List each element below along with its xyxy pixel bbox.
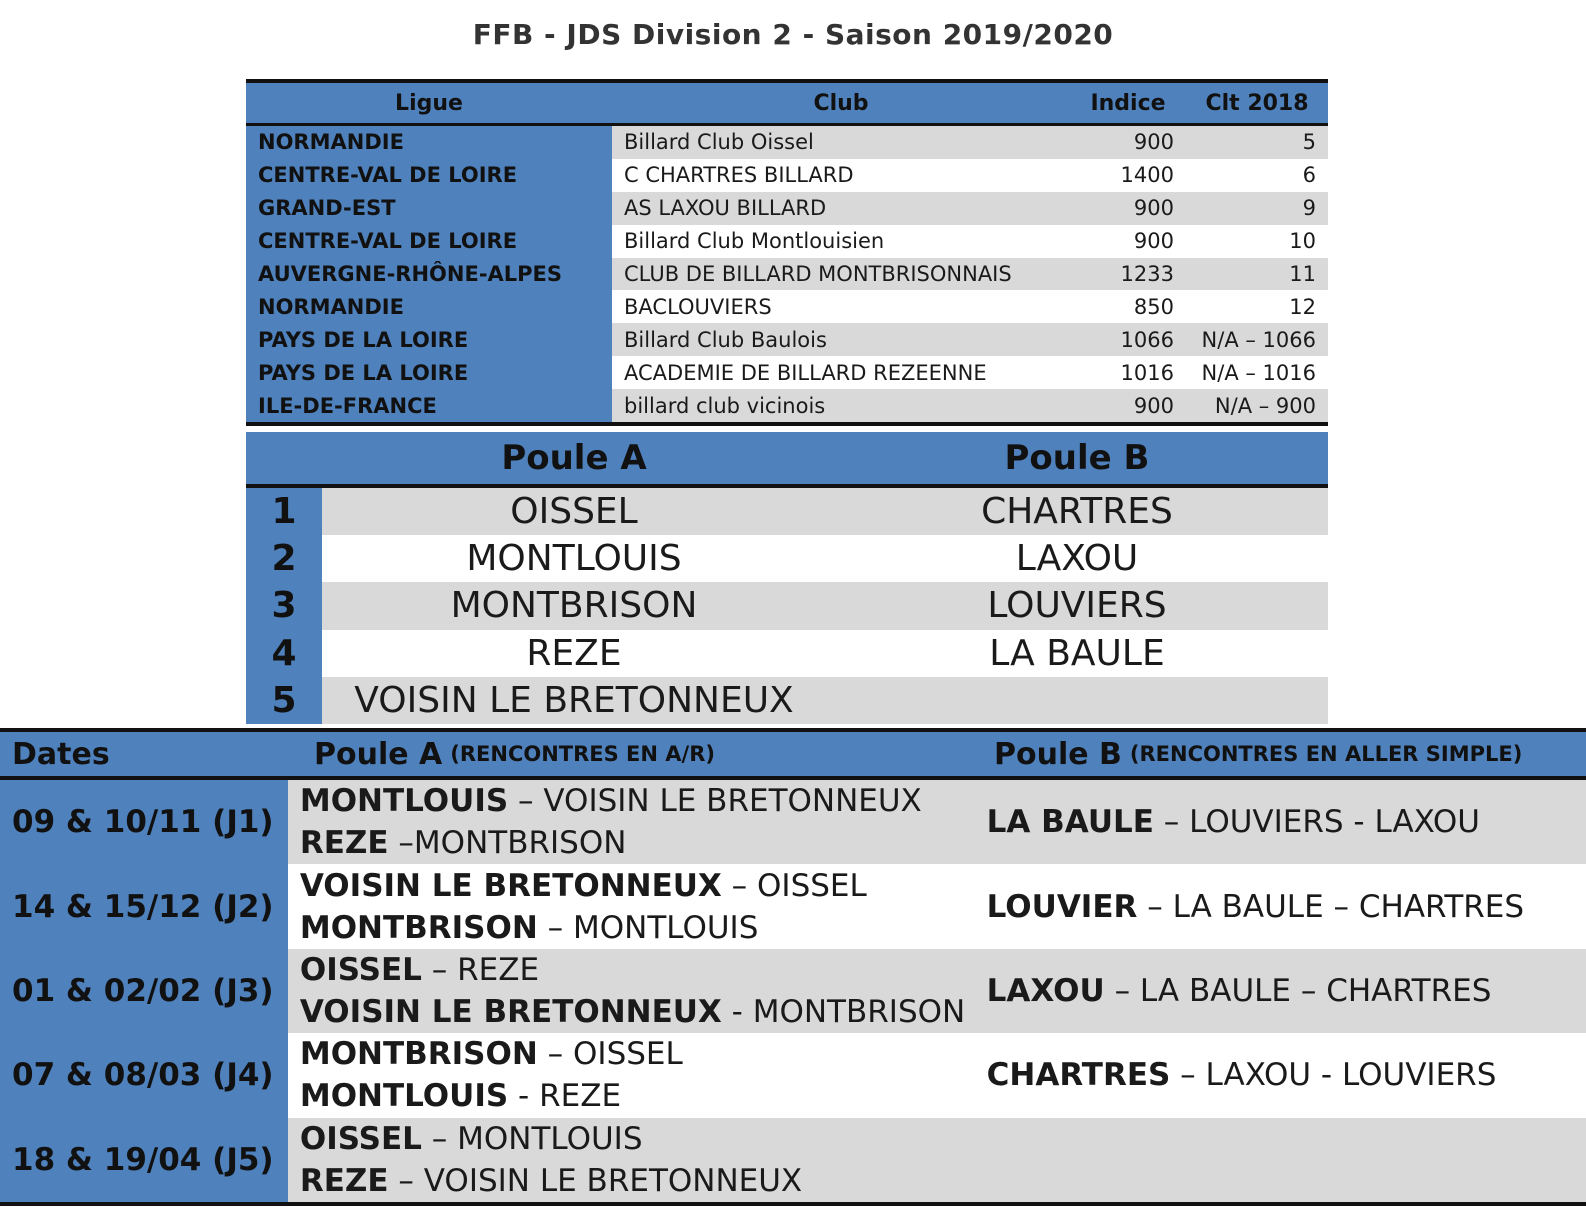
opponents: – LOUVIERS - LAXOU — [1153, 804, 1480, 841]
table-row — [246, 630, 1328, 677]
rank-cell: 4 — [246, 630, 322, 677]
table-row — [246, 192, 1328, 225]
date-cell: 14 & 15/12 (J2) — [0, 864, 288, 948]
ligue-cell: PAYS DE LA LOIRE — [246, 323, 612, 356]
indice-cell: 850 — [1070, 290, 1186, 323]
poule-b-matches — [975, 1033, 1586, 1117]
header-poule-a-note: (RENCONTRES EN A/R) — [450, 742, 715, 766]
indice-cell: 1400 — [1070, 159, 1186, 192]
schedule-header-row — [0, 732, 1586, 780]
table-row — [0, 864, 1586, 948]
poule-b-cell: LAXOU — [826, 535, 1328, 582]
poule-b-matches — [975, 864, 1586, 948]
table-row — [246, 356, 1328, 389]
home-team: MONTBRISON — [299, 1036, 538, 1073]
poule-a-matches — [288, 949, 975, 1033]
table-row — [246, 389, 1328, 422]
indice-cell: 1016 — [1070, 356, 1186, 389]
indice-cell: 900 — [1070, 225, 1186, 258]
club-cell: AS LAXOU BILLARD — [612, 192, 1070, 225]
poule-a-matches — [288, 1033, 975, 1117]
date-cell: 01 & 02/02 (J3) — [0, 949, 288, 1033]
opponents: - REZE — [508, 1078, 622, 1115]
table-row — [246, 225, 1328, 258]
opponents: – REZE — [421, 951, 540, 988]
rank-cell: 5 — [246, 677, 322, 724]
table-row — [0, 949, 1586, 1033]
poule-b-matches — [975, 780, 1586, 864]
club-cell: C CHARTRES BILLARD — [612, 159, 1070, 192]
match-line — [300, 1160, 975, 1202]
header-poule-b-note: (RENCONTRES EN ALLER SIMPLE) — [1129, 742, 1523, 766]
poule-a-matches — [288, 780, 975, 864]
match-line — [300, 907, 975, 949]
table-row — [246, 126, 1328, 159]
opponents: – VOISIN LE BRETONNEUX — [388, 1162, 803, 1199]
date-cell: 07 & 08/03 (J4) — [0, 1033, 288, 1117]
opponents: – LA BAULE – CHARTRES — [1137, 888, 1525, 925]
clt-cell: 5 — [1186, 126, 1328, 159]
table-row — [246, 677, 1328, 724]
poule-a-matches — [288, 1118, 975, 1202]
ligue-cell: CENTRE-VAL DE LOIRE — [246, 159, 612, 192]
opponents: - MONTBRISON — [721, 993, 966, 1030]
header-spacer — [246, 432, 322, 484]
poule-b-matches — [975, 949, 1586, 1033]
opponents: – LAXOU - LOUVIERS — [1170, 1057, 1497, 1094]
home-team: MONTLOUIS — [299, 1078, 509, 1115]
clt-cell: 12 — [1186, 290, 1328, 323]
home-team: CHARTRES — [986, 1057, 1171, 1094]
club-cell: CLUB DE BILLARD MONTBRISONNAIS — [612, 258, 1070, 291]
header-poule-b-label: Poule B — [994, 736, 1122, 772]
clubs-header-row — [246, 83, 1328, 126]
clt-cell: 10 — [1186, 225, 1328, 258]
club-cell: BACLOUVIERS — [612, 290, 1070, 323]
rank-cell: 2 — [246, 535, 322, 582]
header-ligue: Ligue — [395, 90, 463, 116]
indice-cell: 900 — [1070, 126, 1186, 159]
ligue-cell: NORMANDIE — [246, 290, 612, 323]
club-cell: billard club vicinois — [612, 389, 1070, 422]
indice-cell: 1233 — [1070, 258, 1186, 291]
home-team: REZE — [299, 825, 389, 862]
poule-b-matches — [975, 1118, 1586, 1202]
table-row — [246, 323, 1328, 356]
schedule-table — [0, 728, 1586, 1206]
date-cell: 09 & 10/11 (J1) — [0, 780, 288, 864]
poule-a-cell: MONTBRISON — [322, 582, 826, 629]
home-team: LOUVIER — [986, 888, 1138, 925]
indice-cell: 900 — [1070, 192, 1186, 225]
club-cell: Billard Club Baulois — [612, 323, 1070, 356]
match-line — [300, 822, 975, 864]
clt-cell: 11 — [1186, 258, 1328, 291]
home-team: VOISIN LE BRETONNEUX — [299, 993, 722, 1030]
opponents: – MONTLOUIS — [421, 1120, 643, 1157]
table-row — [0, 1118, 1586, 1202]
header-club: Club — [813, 90, 869, 116]
table-row — [246, 159, 1328, 192]
ligue-cell: CENTRE-VAL DE LOIRE — [246, 225, 612, 258]
page-title: FFB - JDS Division 2 - Saison 2019/2020 — [472, 18, 1114, 51]
home-team: REZE — [299, 1162, 389, 1199]
table-row — [246, 535, 1328, 582]
home-team: OISSEL — [299, 951, 422, 988]
ligue-cell: ILE-DE-FRANCE — [246, 389, 612, 422]
poule-b-cell: CHARTRES — [826, 488, 1328, 535]
home-team: MONTLOUIS — [299, 783, 509, 820]
poule-b-cell: LA BAULE — [826, 630, 1328, 677]
table-row — [0, 780, 1586, 864]
table-row — [0, 1033, 1586, 1117]
poule-a-cell: VOISIN LE BRETONNEUX — [322, 677, 826, 724]
header-dates: Dates — [12, 736, 110, 772]
home-team: VOISIN LE BRETONNEUX — [299, 867, 722, 904]
poules-header-row — [246, 432, 1328, 488]
poule-a-matches — [288, 864, 975, 948]
clt-cell: 6 — [1186, 159, 1328, 192]
header-poule-b: Poule B — [1004, 438, 1150, 478]
table-row — [246, 258, 1328, 291]
home-team: OISSEL — [299, 1120, 422, 1157]
opponents: – LA BAULE – CHARTRES — [1104, 972, 1492, 1009]
match-line — [300, 991, 975, 1033]
date-cell: 18 & 19/04 (J5) — [0, 1118, 288, 1202]
ligue-cell: NORMANDIE — [246, 126, 612, 159]
opponents: – MONTLOUIS — [537, 909, 759, 946]
clt-cell: 9 — [1186, 192, 1328, 225]
match-line — [300, 949, 975, 991]
match-line — [300, 1075, 975, 1117]
table-row — [246, 582, 1328, 629]
header-indice: Indice — [1090, 90, 1166, 116]
club-cell: Billard Club Oissel — [612, 126, 1070, 159]
rank-cell: 1 — [246, 488, 322, 535]
home-team: LAXOU — [986, 972, 1105, 1009]
match-line — [300, 780, 975, 822]
match-line — [300, 865, 975, 907]
opponents: –MONTBRISON — [388, 825, 627, 862]
club-cell: ACADEMIE DE BILLARD REZEENNE — [612, 356, 1070, 389]
match-line — [300, 1118, 975, 1160]
poule-a-cell: REZE — [322, 630, 826, 677]
header-poule-a — [302, 732, 982, 776]
poule-a-cell: MONTLOUIS — [322, 535, 826, 582]
clt-cell: N/A – 900 — [1186, 389, 1328, 422]
home-team: LA BAULE — [986, 804, 1154, 841]
clt-cell: N/A – 1066 — [1186, 323, 1328, 356]
ligue-cell: GRAND-EST — [246, 192, 612, 225]
indice-cell: 1066 — [1070, 323, 1186, 356]
header-poule-b — [982, 732, 1586, 776]
poules-table — [246, 432, 1328, 724]
table-row — [246, 488, 1328, 535]
opponents: – OISSEL — [721, 867, 867, 904]
opponents: – VOISIN LE BRETONNEUX — [508, 783, 922, 820]
rank-cell: 3 — [246, 582, 322, 629]
ligue-cell: PAYS DE LA LOIRE — [246, 356, 612, 389]
header-poule-a-label: Poule A — [314, 736, 443, 772]
poule-b-cell: LOUVIERS — [826, 582, 1328, 629]
header-poule-a: Poule A — [501, 438, 647, 478]
poule-a-cell: OISSEL — [322, 488, 826, 535]
table-row — [246, 290, 1328, 323]
match-line — [300, 1033, 975, 1075]
ligue-cell: AUVERGNE-RHÔNE-ALPES — [246, 258, 612, 291]
home-team: MONTBRISON — [299, 909, 538, 946]
poule-b-cell — [826, 677, 1328, 724]
clubs-table — [246, 79, 1328, 426]
indice-cell: 900 — [1070, 389, 1186, 422]
club-cell: Billard Club Montlouisien — [612, 225, 1070, 258]
header-clt-2018: Clt 2018 — [1205, 90, 1309, 116]
clt-cell: N/A – 1016 — [1186, 356, 1328, 389]
opponents: – OISSEL — [537, 1036, 683, 1073]
